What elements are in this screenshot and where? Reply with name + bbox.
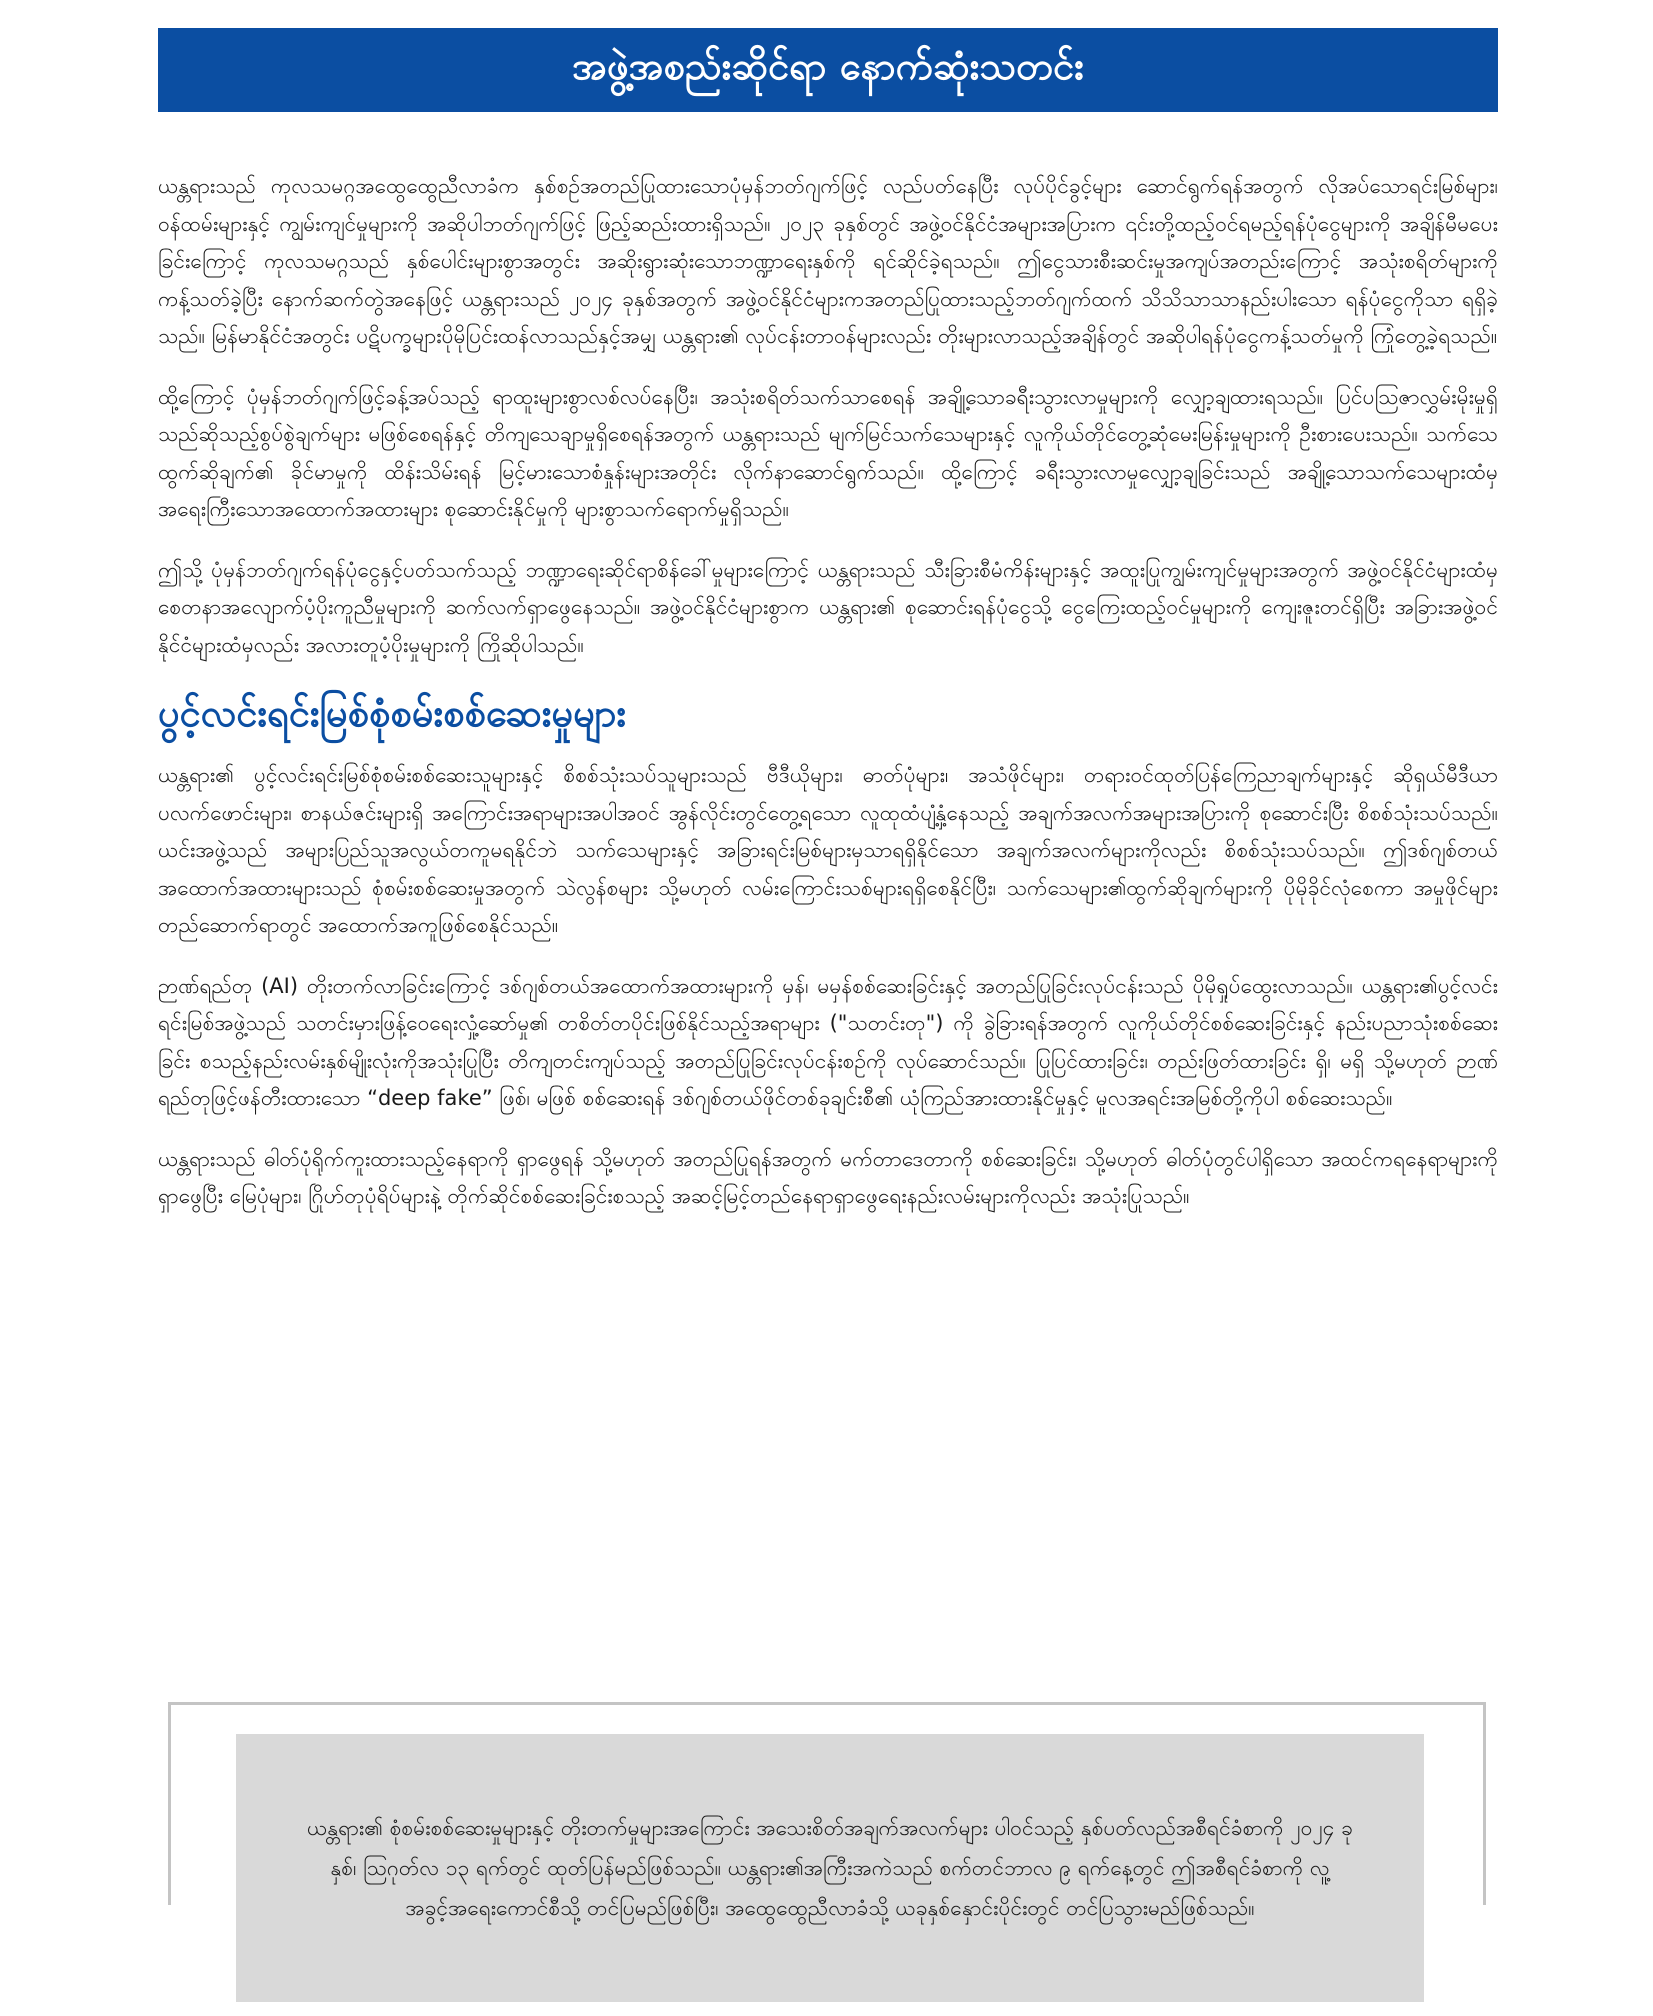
annual-report-note bbox=[236, 1734, 1424, 2002]
paragraph-open-source-analysis: ယန္တရား၏ ပွင့်လင်းရင်းမြစ်စုံစမ်းစစ်ဆေးသူများနှင့် စိစစ်သုံးသပ်သူများသည် ဗီဒီယိုများ၊ ဓာတ်ပုံများ၊ အသံဖိုင်များ၊ တရားဝင်ထုတ်ပြန်ကြေညာချက်များနှင့် ဆိုရှယ်မီဒီယာပလက်ဖောင်းများ၊ စာနယ်ဇင်းများရှိ အကြောင်းအရာများအပါအဝင် အွန်လိုင်းတွင်တွေ့ရသော လူထုထံပျံ့နှံ့နေသည့် အချက်အလက်အများအပြားကို စုဆောင်းပြီး စိစစ်သုံးသပ်သည်။ ယင်းအဖွဲ့သည် အများပြည်သူအလွယ်တကူမရနိုင်ဘဲ သက်သေများနှင့် အခြားရင်းမြစ်များမှသာရရှိနိုင်သော အချက်အလက်များကိုလည်း စိစစ်သုံးသပ်သည်။ ဤဒစ်ဂျစ်တယ်အထောက်အထားများသည် စုံစမ်းစစ်ဆေးမှုအတွက် သဲလွန်စများ သို့မဟုတ် လမ်းကြောင်းသစ်များရရှိစေနိုင်ပြီး၊ သက်သေများ၏ထွက်ဆိုချက်များကို ပိုမိုခိုင်လုံစေကာ အမှုဖိုင်များတည်ဆောက်ရာတွင် အထောက်အကူဖြစ်စေနိုင်သည်။ bbox=[158, 763, 1498, 937]
paragraph-geolocation: ယန္တရားသည် ဓါတ်ပုံရိုက်ကူးထားသည့်နေရာကို ရှာဖွေရန် သို့မဟုတ် အတည်ပြုရန်အတွက် မက်တာဒေတာကို စစ်ဆေးခြင်း၊ သို့မဟုတ် ဓါတ်ပုံတွင်ပါရှိသော အထင်ကရနေရာများကိုရှာဖွေပြီး မြေပုံများ၊ ဂြိုဟ်တုပုံရိပ်များနဲ့ တိုက်ဆိုင်စစ်ဆေးခြင်းစသည့် အဆင့်မြင့်တည်နေရာရှာဖွေရေးနည်းလမ်းများကိုလည်း အသုံးပြုသည်။ bbox=[158, 1146, 1498, 1208]
paragraph-vacancies: ထို့ကြောင့် ပုံမှန်ဘတ်ဂျက်ဖြင့်ခန့်အပ်သည့် ရာထူးများစွာလစ်လပ်နေပြီး၊ အသုံးစရိတ်သက်သာစေရန် အချို့သောခရီးသွားလာမှုများကို လျှော့ချထားရသည်။ ပြင်ပသြဇာလွှမ်းမိုးမှုရှိသည်ဆိုသည့်စွပ်စွဲချက်များ မဖြစ်စေရန်နှင့် တိကျသေချာမှုရှိစေရန်အတွက် ယန္တရားသည် မျက်မြင်သက်သေများနှင့် လူကိုယ်တိုင်တွေ့ဆုံမေးမြန်းမှုများကို ဦးစားပေးသည်။ သက်သေထွက်ဆိုချက်၏ ခိုင်မာမှုကို ထိန်းသိမ်းရန် မြင့်မားသောစံနှုန်းများအတိုင်း လိုက်နာဆောင်ရွက်သည်။ ထို့ကြောင့် ခရီးသွားလာမှုလျှော့ချခြင်းသည် အချို့သောသက်သေများထံမှ အရေးကြီးသောအထောက်အထားများ စုဆောင်းနိုင်မှုကို များစွာသက်ရောက်မှုရှိသည်။ bbox=[158, 384, 1498, 521]
page-title: အဖွဲ့အစည်းဆိုင်ရာ နောက်ဆုံးသတင်း bbox=[572, 44, 1084, 88]
paragraph-budget: ယန္တရားသည် ကုလသမဂ္ဂအထွေထွေညီလာခံက နှစ်စဉ်အတည်ပြုထားသောပုံမှန်ဘတ်ဂျက်ဖြင့် လည်ပတ်နေပြီး လုပ်ပိုင်ခွင့်များ ဆောင်ရွက်ရန်အတွက် လိုအပ်သောရင်းမြစ်များ၊ ဝန်ထမ်းများနှင့် ကျွမ်းကျင်မှုများကို အဆိုပါဘတ်ဂျက်ဖြင့် ဖြည့်ဆည်းထားရှိသည်။ ၂၀၂၃ ခုနှစ်တွင် အဖွဲ့ဝင်နိုင်ငံအများအပြားက ၎င်းတို့ထည့်ဝင်ရမည့်ရန်ပုံငွေများကို အချိန်မီမပေးခြင်းကြောင့် ကုလသမဂ္ဂသည် နှစ်ပေါင်းများစွာအတွင်း အဆိုးရွားဆုံးသောဘဏ္ဍာရေးနှစ်ကို ရင်ဆိုင်ခဲ့ရသည်။ ဤငွေသားစီးဆင်းမှုအကျပ်အတည်းကြောင့် အသုံးစရိတ်များကိုကန့်သတ်ခဲ့ပြီး နောက်ဆက်တွဲအနေဖြင့် ယန္တရားသည် ၂၀၂၄ ခုနှစ်အတွက် အဖွဲ့ဝင်နိုင်ငံများကအတည်ပြုထားသည့်ဘတ်ဂျက်ထက် သိသိသာသာနည်းပါးသော ရန်ပုံငွေကိုသာ ရရှိခဲ့သည်။ မြန်မာနိုင်ငံအတွင်း ပဋိပက္ခများပိုမိုပြင်းထန်လာသည်နှင့်အမျှ ယန္တရား၏ လုပ်ငန်းတာဝန်များလည်း တိုးများလာသည့်အချိန်တွင် အဆိုပါရန်ပုံငွေကန့်သတ်မှုကို ကြုံတွေ့ခဲ့ရသည်။ bbox=[158, 174, 1498, 348]
section-heading-open-source: ပွင့်လင်းရင်းမြစ်စုံစမ်းစစ်ဆေးမှုများ bbox=[158, 691, 627, 735]
paragraph-ai-verification: ဉာဏ်ရည်တု (AI) တိုးတက်လာခြင်းကြောင့် ဒစ်ဂျစ်တယ်အထောက်အထားများကို မှန်၊ မမှန်စစ်ဆေးခြင်းနှင့် အတည်ပြုခြင်းလုပ်ငန်းသည် ပိုမိုရှုပ်ထွေးလာသည်။ ယန္တရား၏ပွင့်လင်းရင်းမြစ်အဖွဲ့သည် သတင်းမှားဖြန့်ဝေရေးလှုံ့ဆော်မှု၏ တစိတ်တပိုင်းဖြစ်နိုင်သည့်အရာများ ("သတင်းတု") ကို ခွဲခြားရန်အတွက် လူကိုယ်တိုင်စစ်ဆေးခြင်းနှင့် နည်းပညာသုံးစစ်ဆေးခြင်း စသည့်နည်းလမ်းနှစ်မျိုးလုံးကိုအသုံးပြုပြီး တိကျတင်းကျပ်သည့် အတည်ပြုခြင်းလုပ်ငန်းစဉ်ကို လုပ်ဆောင်သည်။ ပြုပြင်ထားခြင်း၊ တည်းဖြတ်ထားခြင်း ရှိ၊ မရှိ သို့မဟုတ် ဉာဏ်ရည်တုဖြင့်ဖန်တီးထားသော “deep fake” ဖြစ်၊ မဖြစ် စစ်ဆေးရန် ဒစ်ဂျစ်တယ်ဖိုင်တစ်ခုချင်းစီ၏ ယုံကြည်အားထားနိုင်မှုနှင့် မူလအရင်းအမြစ်တို့ကိုပါ စစ်ဆေးသည်။ bbox=[158, 973, 1498, 1110]
main-content bbox=[158, 168, 1498, 1239]
note-text: ယန္တရား၏ စုံစမ်းစစ်ဆေးမှုများနှင့် တိုးတက်မှုများအကြောင်း အသေးစိတ်အချက်အလက်များ ပါဝင်သည့် နှစ်ပတ်လည်အစီရင်ခံစာကို ၂၀၂၄ ခုနှစ်၊ ဩဂုတ်လ ၁၃ ရက်တွင် ထုတ်ပြန်မည်ဖြစ်သည်။ ယန္တရား၏အကြီးအကဲသည် စက်တင်ဘာလ ၉ ရက်နေ့တွင် ဤအစီရင်ခံစာကို လူ့အခွင့်အရေးကောင်စီသို့ တင်ပြမည်ဖြစ်ပြီး၊ အထွေထွေညီလာခံသို့ ယခုနှစ်နှောင်းပိုင်းတွင် တင်ပြသွားမည်ဖြစ်သည်။ bbox=[306, 1816, 1353, 1920]
header-banner bbox=[158, 28, 1498, 112]
paragraph-voluntary-funding: ဤသို့ ပုံမှန်ဘတ်ဂျက်ရန်ပုံငွေနှင့်ပတ်သက်သည့် ဘဏ္ဍာရေးဆိုင်ရာစိန်ခေါ်မှုများကြောင့် ယန္တရားသည် သီးခြားစီမံကိန်းများနှင့် အထူးပြုကျွမ်းကျင်မှုများအတွက် အဖွဲ့ဝင်နိုင်ငံများထံမှ စေတနာအလျောက်ပံ့ပိုးကူညီမှုများကို ဆက်လက်ရှာဖွေနေသည်။ အဖွဲ့ဝင်နိုင်ငံများစွာက ယန္တရား၏ စုဆောင်းရန်ပုံငွေသို့ ငွေကြေးထည့်ဝင်မှုများကို ကျေးဇူးတင်ရှိပြီး အခြားအဖွဲ့ဝင်နိုင်ငံများထံမှလည်း အလားတူပံ့ပိုးမှုများကို ကြိုဆိုပါသည်။ bbox=[158, 557, 1498, 657]
